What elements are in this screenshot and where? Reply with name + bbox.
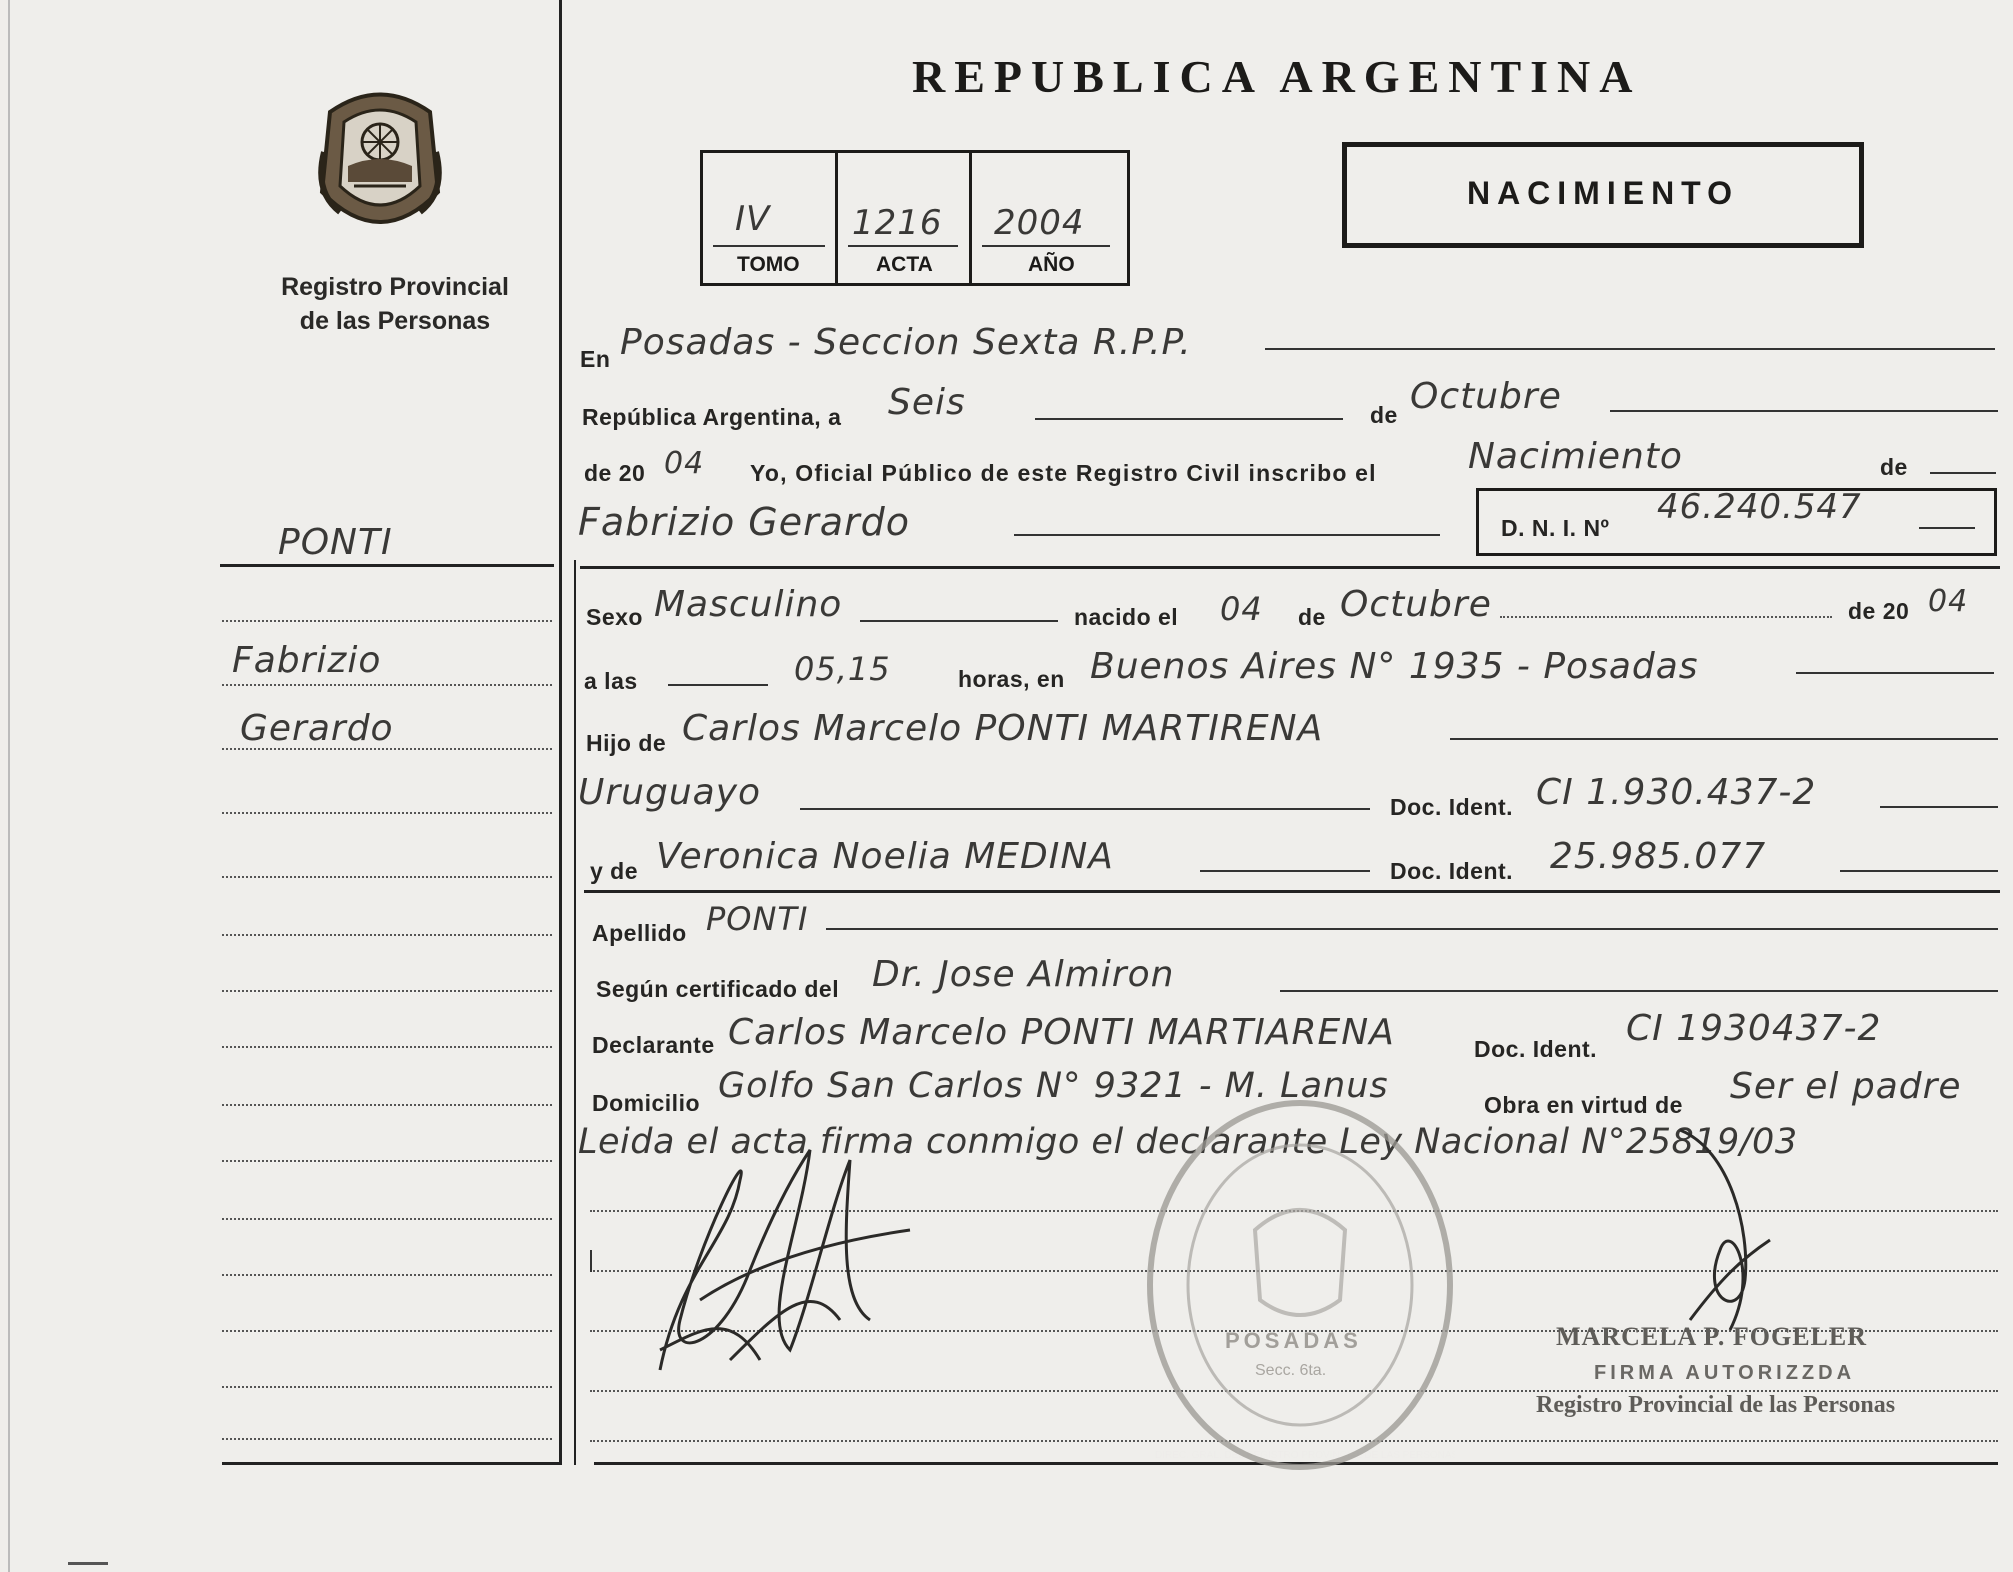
side-surname: PONTI <box>278 522 393 563</box>
issuer-name-line2: de las Personas <box>299 307 491 335</box>
value-hora: 05,15 <box>794 650 891 688</box>
label-hijo: Hijo de <box>586 730 667 756</box>
line-doc-madre <box>1840 870 1998 872</box>
acta-label: ACTA <box>876 253 933 276</box>
value-acto: Nacimiento <box>1468 436 1683 477</box>
label-declarante: Declarante <box>592 1032 715 1058</box>
side-second-name: Gerardo <box>240 708 394 749</box>
center-divider-rule <box>559 0 562 1465</box>
label-yo: Yo, Oficial Público de este Registro Civil inscribo el <box>750 460 1377 486</box>
side-bottom-rule <box>222 1462 562 1465</box>
label-doc-2: Doc. Ident. <box>1390 858 1514 884</box>
side-line <box>222 1218 552 1220</box>
value-apellido: PONTI <box>706 900 809 938</box>
line-nacionalidad <box>800 808 1370 810</box>
value-declarante: Carlos Marcelo PONTI MARTIARENA <box>728 1012 1395 1053</box>
parents-block-rule <box>584 890 2000 893</box>
value-doc-declarante: CI 1930437-2 <box>1626 1008 1882 1049</box>
line-hora-pre <box>668 684 768 686</box>
label-sexo: Sexo <box>586 604 643 630</box>
line-doc-padre <box>1880 806 1998 808</box>
tomo-underline <box>713 245 825 247</box>
label-apellido: Apellido <box>592 920 687 946</box>
acta-cell <box>838 153 972 283</box>
anio-label: AÑO <box>1028 253 1075 276</box>
provincial-crest <box>310 82 450 242</box>
officer-name: MARCELA P. FOGELER <box>1556 1322 1868 1351</box>
left-margin-rule <box>8 0 10 1572</box>
side-line <box>222 1104 552 1106</box>
acta-value: 1216 <box>852 203 943 243</box>
officer-signature <box>1660 1120 1800 1340</box>
anio-underline <box>982 245 1110 247</box>
label-doc-1: Doc. Ident. <box>1390 794 1514 820</box>
value-dia-letras: Seis <box>888 382 966 423</box>
stamp-text <box>1155 1450 1455 1461</box>
label-a-las: a las <box>584 668 638 694</box>
label-y-de: y de <box>590 858 639 884</box>
value-certificado: Dr. Jose Almiron <box>872 954 1175 995</box>
stamp-city: POSADAS <box>1225 1328 1362 1353</box>
value-mes: Octubre <box>1410 376 1562 417</box>
label-horas: horas, en <box>958 666 1065 692</box>
line-dia <box>1035 418 1343 420</box>
small-mark <box>590 1250 602 1272</box>
label-obra: Obra en virtud de <box>1484 1092 1683 1118</box>
value-madre: Veronica Noelia MEDINA <box>656 836 1114 877</box>
value-virtud: Ser el padre <box>1730 1066 1962 1107</box>
value-dia-nac: 04 <box>1220 590 1263 628</box>
line-lugar <box>1265 348 1995 350</box>
line-mes-nac <box>1500 616 1832 618</box>
line-lugar-nac <box>1796 672 1994 674</box>
declarant-signature <box>640 1120 940 1400</box>
record-type-box <box>1342 142 1864 248</box>
label-de20-b: de 20 <box>1848 598 1910 624</box>
record-type-label: NACIMIENTO <box>1466 175 1740 211</box>
tomo-label: TOMO <box>737 253 800 276</box>
label-de-3: de <box>1298 604 1326 630</box>
center-divider-rule-2 <box>574 560 576 1465</box>
line-sexo <box>860 620 1058 622</box>
value-nombre: Fabrizio Gerardo <box>578 500 911 544</box>
value-anio-nac: 04 <box>1928 584 1969 619</box>
value-lugar-nac: Buenos Aires N° 1935 - Posadas <box>1090 646 1699 687</box>
stamp-section: Secc. 6ta. <box>1255 1362 1327 1379</box>
label-en: En <box>580 346 611 372</box>
value-nota: Leida el acta firma conmigo el declarante Ley Nacional N°25819/03 <box>578 1122 1798 1162</box>
side-line <box>222 990 552 992</box>
line-dni <box>1919 527 1975 529</box>
anio-value: 2004 <box>994 203 1085 243</box>
label-domicilio: Domicilio <box>592 1090 701 1116</box>
side-surname-rule <box>220 564 554 567</box>
value-dni: 46.240.547 <box>1657 487 1862 527</box>
tomo-value: IV <box>735 199 771 239</box>
value-sexo: Masculino <box>654 584 843 625</box>
value-doc-padre: CI 1.930.437-2 <box>1536 772 1817 813</box>
label-nacido: nacido el <box>1074 604 1179 630</box>
record-number-box <box>700 150 1130 286</box>
side-line <box>222 1386 552 1388</box>
name-block-rule <box>580 566 2000 569</box>
label-republica: República Argentina, a <box>582 404 842 430</box>
anio-cell <box>972 153 1127 283</box>
line-madre <box>1200 870 1370 872</box>
value-anio: 04 <box>664 446 705 481</box>
side-line <box>222 684 552 686</box>
value-lugar: Posadas - Seccion Sexta R.P.P. <box>620 322 1192 363</box>
line-certificado <box>1280 990 1998 992</box>
value-nacionalidad: Uruguayo <box>578 772 762 813</box>
side-line <box>222 1274 552 1276</box>
side-line <box>222 876 552 878</box>
line-mes <box>1610 410 1998 412</box>
value-domicilio: Golfo San Carlos N° 9321 - M. Lanus <box>718 1066 1389 1106</box>
official-stamp <box>1135 1090 1465 1480</box>
officer-org: Registro Provincial de las Personas <box>1536 1392 1896 1418</box>
side-line <box>222 934 552 936</box>
line-nombre <box>1014 534 1440 536</box>
value-doc-madre: 25.985.077 <box>1550 836 1767 877</box>
acta-underline <box>848 245 958 247</box>
issuer-name-line1: Registro Provincial <box>281 273 509 301</box>
bottom-left-mark <box>68 1562 108 1565</box>
side-line <box>222 1046 552 1048</box>
line-de-2 <box>1930 472 1996 474</box>
side-line <box>222 748 552 750</box>
side-line <box>222 1160 552 1162</box>
line-padre <box>1450 738 1998 740</box>
issuer-name <box>250 270 540 338</box>
tomo-cell <box>703 153 838 283</box>
label-de20-a: de 20 <box>584 460 646 486</box>
dni-box <box>1476 488 1997 556</box>
side-line <box>222 812 552 814</box>
side-first-name: Fabrizio <box>232 640 382 681</box>
label-de-1: de <box>1370 402 1398 428</box>
label-doc-3: Doc. Ident. <box>1474 1036 1598 1062</box>
label-de-2: de <box>1880 454 1908 480</box>
line-apellido <box>826 928 1998 930</box>
side-line <box>222 1438 552 1440</box>
label-dni: D. N. I. Nº <box>1501 515 1610 541</box>
side-line <box>222 620 552 622</box>
value-padre: Carlos Marcelo PONTI MARTIRENA <box>682 708 1324 749</box>
value-mes-nac: Octubre <box>1340 584 1492 625</box>
officer-role: FIRMA AUTORIZZDA <box>1594 1362 1856 1384</box>
label-segun: Según certificado del <box>596 976 840 1002</box>
document-title: REPUBLICA ARGENTINA <box>912 51 1642 102</box>
side-line <box>222 1330 552 1332</box>
